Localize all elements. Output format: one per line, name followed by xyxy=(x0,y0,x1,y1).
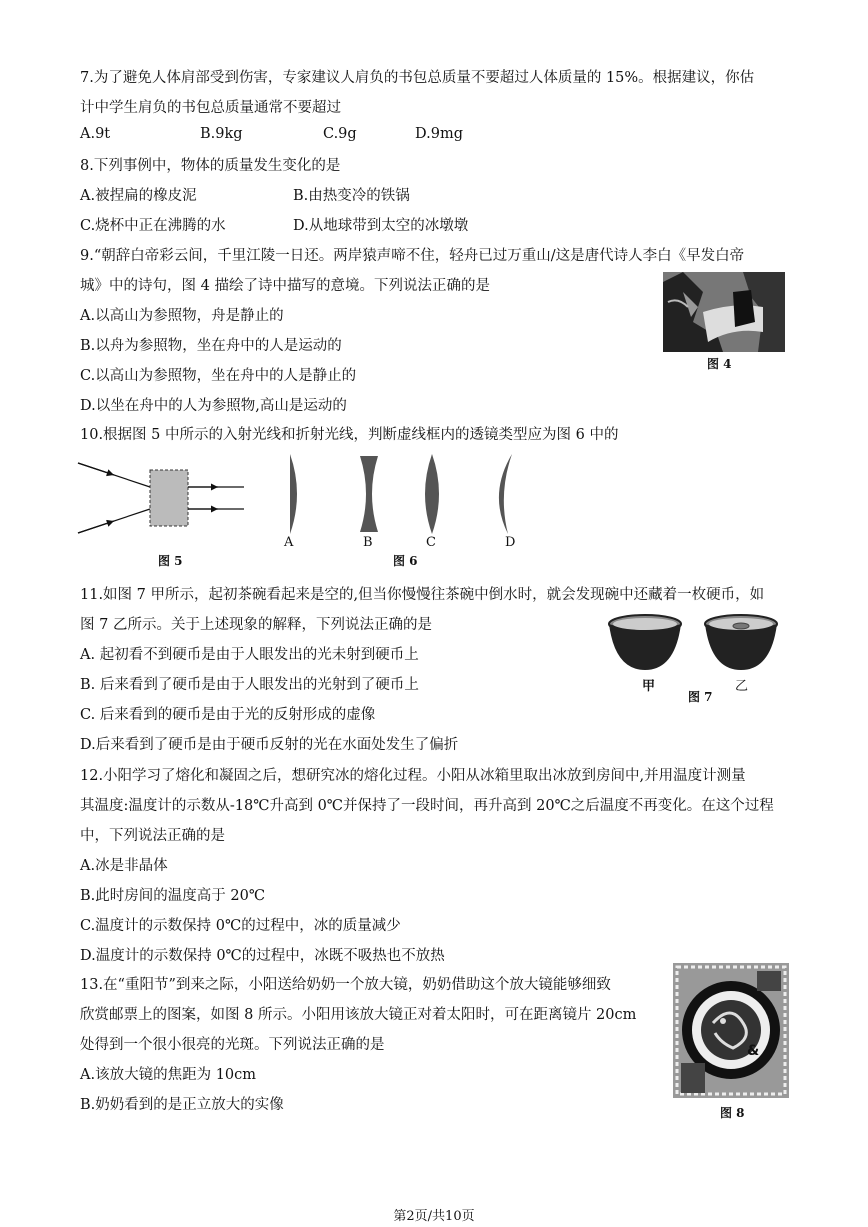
q11-option-c: C. 后来看到的硬币是由于光的反射形成的虚像 xyxy=(80,707,376,723)
q7-option-c: C.9g xyxy=(323,126,357,142)
lens-label-b: B xyxy=(363,535,373,550)
figure-8-caption: 图 8 xyxy=(720,1106,745,1120)
q13-option-a: A.该放大镜的焦距为 10cm xyxy=(80,1067,257,1083)
lens-b xyxy=(360,456,378,532)
q12-option-a: A.冰是非晶体 xyxy=(80,858,168,874)
q12-option-b: B.此时房间的温度高于 20℃ xyxy=(80,888,266,904)
q8-option-b: B.由热变冷的铁锅 xyxy=(293,188,410,204)
q12-line3: 中，下列说法正确的是 xyxy=(80,828,225,844)
q7-line1: 7.为了避免人体肩部受到伤害，专家建议人肩负的书包总质量不要超过人体质量的 15%。根据建议，你估 xyxy=(80,70,755,86)
q12-line1: 12.小阳学习了熔化和凝固之后，想研究冰的熔化过程。小阳从冰箱里取出冰放到房间中,并用温度计测量 xyxy=(80,768,746,784)
lens-c xyxy=(425,454,439,534)
q7-option-d: D.9mg xyxy=(415,126,463,142)
figure-8-magnifier-stamp xyxy=(673,963,789,1098)
figure-4-boat-image xyxy=(663,272,785,352)
q11-line2: 图 7 乙所示。关于上述现象的解释，下列说法正确的是 xyxy=(80,617,432,633)
q11-option-a: A. 起初看不到硬币是由于人眼发出的光未射到硬币上 xyxy=(80,647,419,663)
q12-line2: 其温度:温度计的示数从-18℃升高到 0℃并保持了一段时间，再升高到 20℃之后温度不再变化。在这个过程 xyxy=(80,798,774,814)
q8-option-d: D.从地球带到太空的冰墩墩 xyxy=(293,218,469,234)
q11-line1: 11.如图 7 甲所示，起初茶碗看起来是空的,但当你慢慢往茶碗中倒水时，就会发现碗中还藏着一枚硬币，如 xyxy=(80,587,765,603)
q11-option-b: B. 后来看到了硬币是由于人眼发出的光射到了硬币上 xyxy=(80,677,419,693)
page-number: 第2页/共10页 xyxy=(393,1209,475,1224)
figure-4-caption: 图 4 xyxy=(707,357,732,371)
figure-7-caption: 图 7 xyxy=(688,690,713,704)
q8-stem: 8.下列事例中，物体的质量发生变化的是 xyxy=(80,158,341,174)
q7-option-a: A.9t xyxy=(80,126,111,142)
lens-label-a: A xyxy=(284,535,294,550)
q8-option-a: A.被捏扁的橡皮泥 xyxy=(80,188,197,204)
q9-option-c: C.以高山为参照物，坐在舟中的人是静止的 xyxy=(80,368,357,384)
q7-line2: 计中学生肩负的书包总质量通常不要超过 xyxy=(80,100,341,116)
svg-text:&: & xyxy=(747,1043,760,1059)
q13-option-b: B.奶奶看到的是正立放大的实像 xyxy=(80,1097,284,1113)
figure-6-caption: 图 6 xyxy=(393,554,418,568)
q9-line2: 城》中的诗句，图 4 描绘了诗中描写的意境。下列说法正确的是 xyxy=(80,278,490,294)
figure-5-ray-diagram xyxy=(76,458,252,538)
q8-option-c: C.烧杯中正在沸腾的水 xyxy=(80,218,226,234)
bowl-label-jia: 甲 xyxy=(642,679,656,694)
q9-line1: 9.“朝辞白帝彩云间，千里江陵一日还。两岸猿声啼不住，轻舟已过万重山/这是唐代诗人李白《早发白帝 xyxy=(80,248,745,264)
q9-option-a: A.以高山为参照物，舟是静止的 xyxy=(80,308,284,324)
q12-option-c: C.温度计的示数保持 0℃的过程中，冰的质量减少 xyxy=(80,918,401,934)
q13-line2: 欣赏邮票上的图案，如图 8 所示。小阳用该放大镜正对着太阳时，可在距离镜片 20cm xyxy=(80,1007,637,1023)
q7-option-b: B.9kg xyxy=(200,126,243,142)
figure-7-bowls xyxy=(607,612,783,674)
q9-option-b: B.以舟为参照物，坐在舟中的人是运动的 xyxy=(80,338,342,354)
q9-option-d: D.以坐在舟中的人为参照物,高山是运动的 xyxy=(80,398,347,414)
lens-d xyxy=(499,454,512,534)
q11-option-d: D.后来看到了硬币是由于硬币反射的光在水面处发生了偏折 xyxy=(80,737,459,753)
q10-stem: 10.根据图 5 中所示的入射光线和折射光线，判断虚线框内的透镜类型应为图 6 中的 xyxy=(80,427,619,443)
q13-line1: 13.在“重阳节”到来之际，小阳送给奶奶一个放大镜，奶奶借助这个放大镜能够细致 xyxy=(80,977,611,993)
figure-6-lenses xyxy=(270,452,530,536)
q12-option-d: D.温度计的示数保持 0℃的过程中，冰既不吸热也不放热 xyxy=(80,948,445,964)
bowl-label-yi: 乙 xyxy=(735,679,749,694)
figure-5-caption: 图 5 xyxy=(158,554,183,568)
lens-a xyxy=(290,454,297,534)
lens-label-d: D xyxy=(505,535,516,550)
lens-label-c: C xyxy=(426,535,436,550)
q13-line3: 处得到一个很小很亮的光斑。下列说法正确的是 xyxy=(80,1037,385,1053)
